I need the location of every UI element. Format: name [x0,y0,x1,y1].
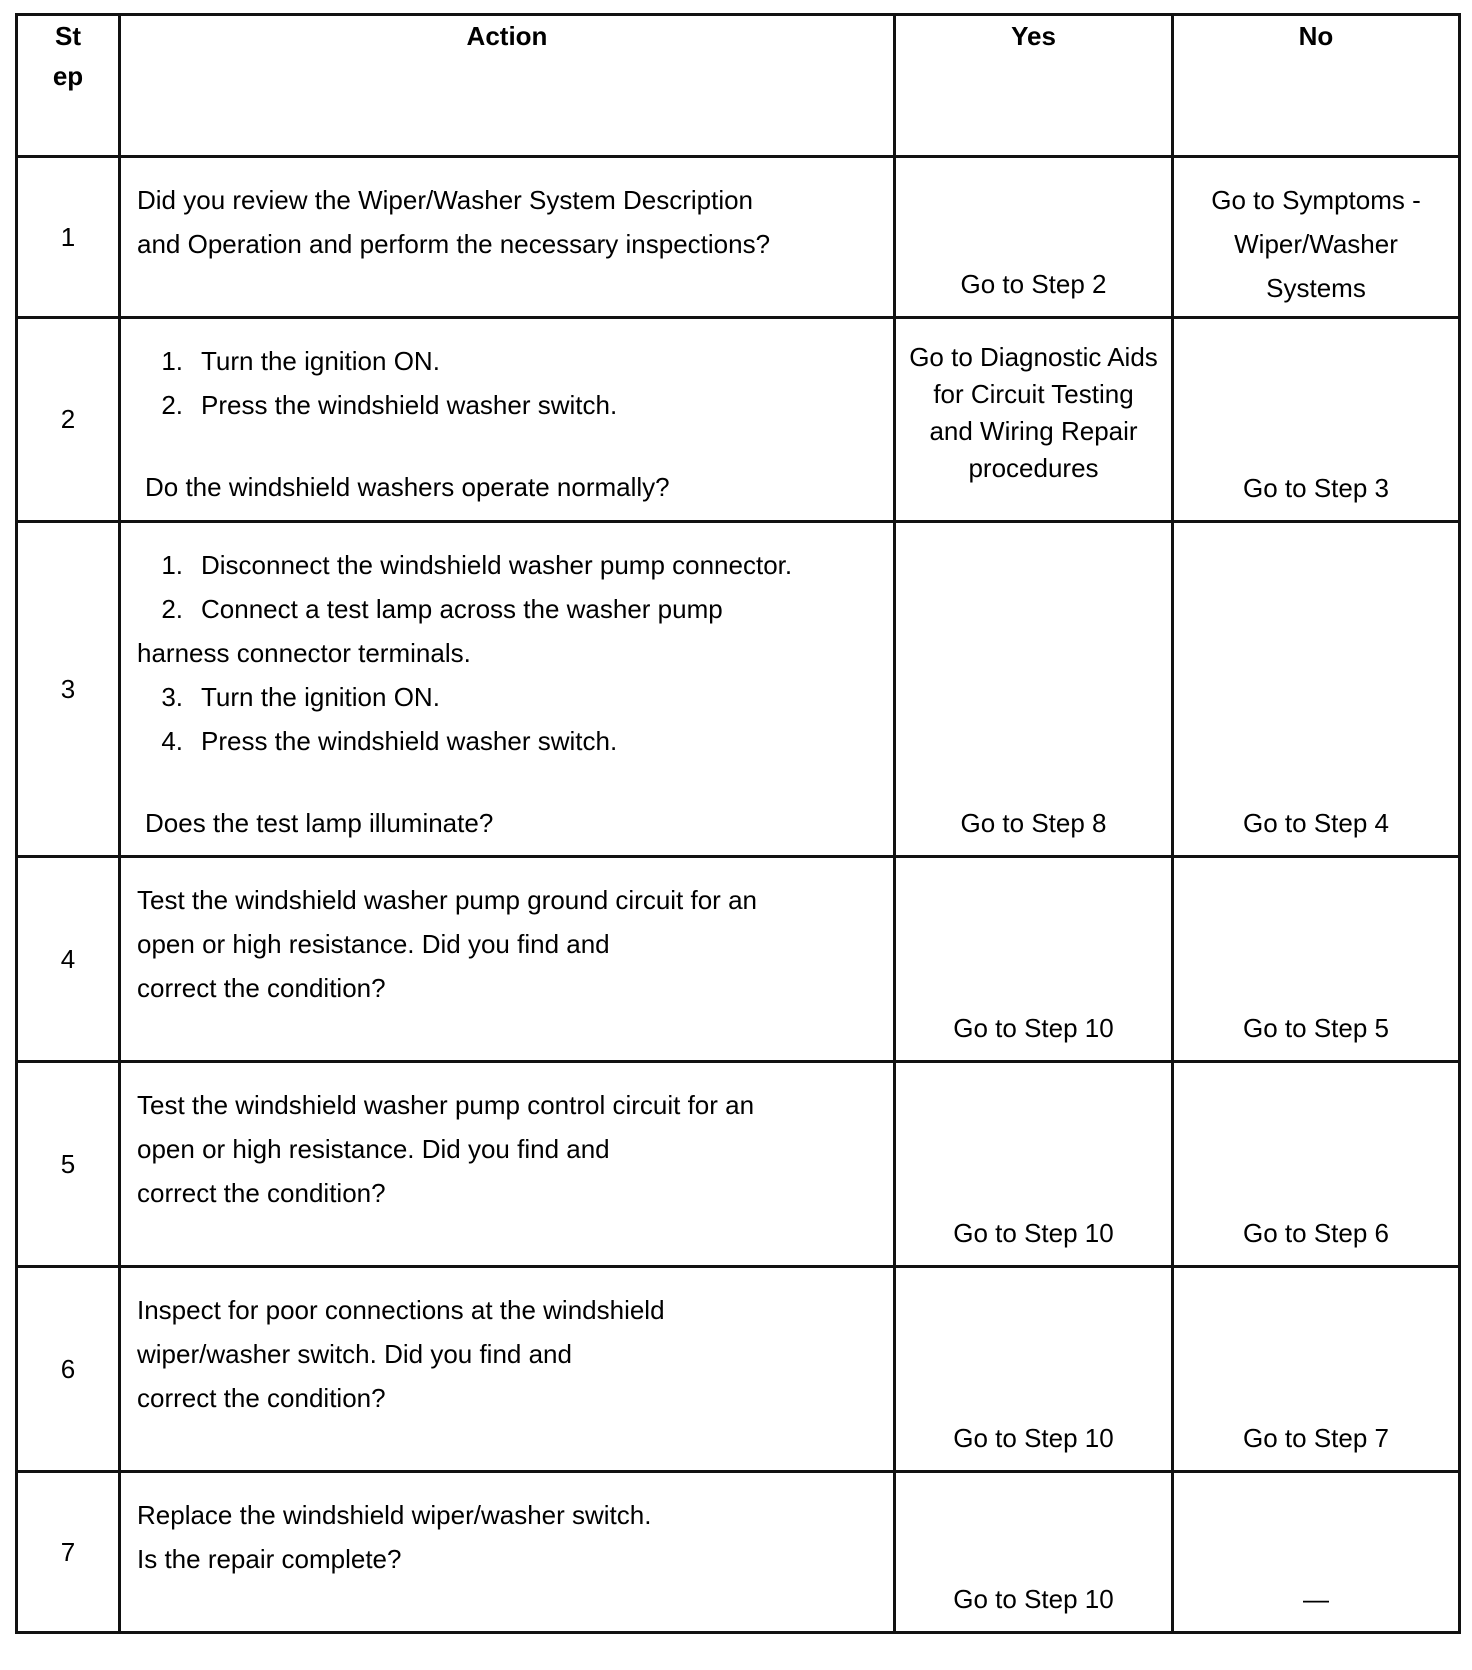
table-row [17,1062,1460,1267]
list-item: 1. Turn the ignition ON. [161,346,440,376]
yes-cell: Go to Step 10 [895,1062,1173,1267]
no-cell: — [1173,1472,1460,1633]
no-cell: Go to Step 6 [1173,1062,1460,1267]
header-action: Action [120,15,895,157]
no-cell: Go to Step 3 [1173,318,1460,522]
action-cell: Inspect for poor connections at the windshield wiper/washer switch. Did you find and correct the condition? [120,1267,895,1472]
step-number: 7 [17,1472,120,1633]
header-row [17,15,1460,157]
yes-cell: Go to Step 2 [895,157,1173,318]
list-item: 1. Disconnect the windshield washer pump connector. [161,550,793,580]
step-number: 6 [17,1267,120,1472]
step-number: 3 [17,522,120,857]
yes-cell: Go to Step 10 [895,1472,1173,1633]
header-yes: Yes [895,15,1173,157]
no-cell: Go to Step 7 [1173,1267,1460,1472]
action-cell: Test the windshield washer pump control circuit for an open or high resistance. Did you find and correct the condition? [120,1062,895,1267]
list-item: 2. Press the windshield washer switch. [161,390,618,420]
step-number: 4 [17,857,120,1062]
table-row [17,857,1460,1062]
action-cell: 1. Turn the ignition ON. 2. Press the windshield washer switch. Do the windshield washers operate normally? [120,318,895,522]
list-item: 4. Press the windshield washer switch. [161,726,618,756]
action-cell: Test the windshield washer pump ground circuit for an open or high resistance. Did you find and correct the condition? [120,857,895,1062]
table-row [17,318,1460,522]
yes-cell: Go to Step 10 [895,857,1173,1062]
step-number: 5 [17,1062,120,1267]
table-row [17,1472,1460,1633]
yes-cell: Go to Diagnostic Aids for Circuit Testing and Wiring Repair procedures [895,318,1173,522]
table-row [17,157,1460,318]
no-cell: Go to Symptoms - Wiper/Washer Systems [1173,157,1460,318]
yes-cell: Go to Step 10 [895,1267,1173,1472]
action-cell: 1. Disconnect the windshield washer pump connector. 2. Connect a test lamp across the washer pump harness connector terminals. 3. Turn the ignition ON. 4. Press the windshield washer switch. Does the test lamp illuminate? [120,522,895,857]
action-cell: Replace the windshield wiper/washer switch. Is the repair complete? [120,1472,895,1633]
diagnostic-table [15,13,1461,1634]
no-cell: Go to Step 4 [1173,522,1460,857]
action-cell: Did you review the Wiper/Washer System Description and Operation and perform the necessary inspections? [120,157,895,318]
step-number: 1 [17,157,120,318]
no-cell: Go to Step 5 [1173,857,1460,1062]
header-step: St ep [17,15,120,157]
table-row [17,1267,1460,1472]
table-row [17,522,1460,857]
yes-cell: Go to Step 8 [895,522,1173,857]
header-no: No [1173,15,1460,157]
list-item: 2. Connect a test lamp across the washer pump [161,594,723,624]
step-number: 2 [17,318,120,522]
list-item: 3. Turn the ignition ON. [161,682,440,712]
